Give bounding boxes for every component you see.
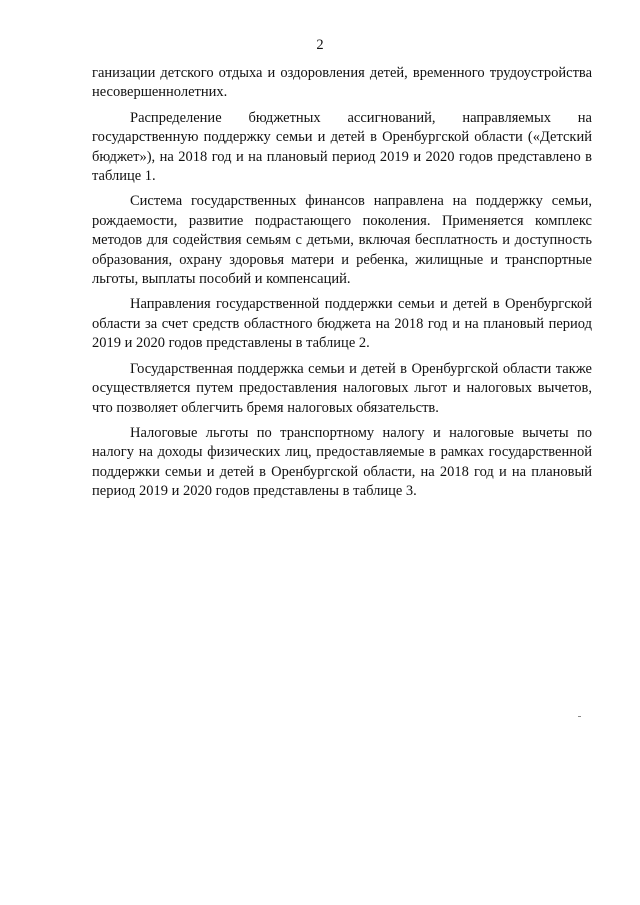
paragraph-continuation: ганизации детского отдыха и оздоровления детей, временного трудоустройства несовершеннолетних. (92, 65, 592, 101)
paragraph-tax-deductions: Налоговые льготы по транспортному налогу и налоговые вычеты по налогу на доходы физических лиц, предоставляемые в рамках государственной поддержки семьи и детей в Оренбургской области, на 2018 год и на плановый период 2019 и 2020 годов представлены в таблице 3. (92, 424, 592, 500)
paragraph-tax-benefits: Государственная поддержка семьи и детей в Оренбургской области также осуществляется путем предоставления налоговых льгот и налоговых вычетов, что позволяет облегчить бремя налоговых обязательств. (92, 360, 592, 416)
page-number: 2 (316, 37, 324, 53)
paragraph-support-directions: Направления государственной поддержки семьи и детей в Оренбургской области за счет средств областного бюджета на 2018 год и на плановый период 2019 и 2020 годов представлены в таблице 2. (92, 296, 592, 352)
scan-artifact-mark (578, 716, 581, 717)
paragraph-budget-distribution: Распределение бюджетных ассигнований, направляемых на государственную поддержку семьи и детей в Оренбургской области («Детский бюджет»), на 2018 год и на плановый период 2019 и 2020 годов представлено в таблице 1. (92, 109, 592, 185)
document-body (92, 64, 592, 508)
paragraph-finance-system: Система государственных финансов направлена на поддержку семьи, рождаемости, развитие подрастающего поколения. Применяется комплекс методов для содействия семьям с детьми, включая бесплатность и доступность образования, охрану здоровья матери и ребенка, жилищные и транспортные льготы, выплаты пособий и компенсаций. (92, 193, 592, 288)
